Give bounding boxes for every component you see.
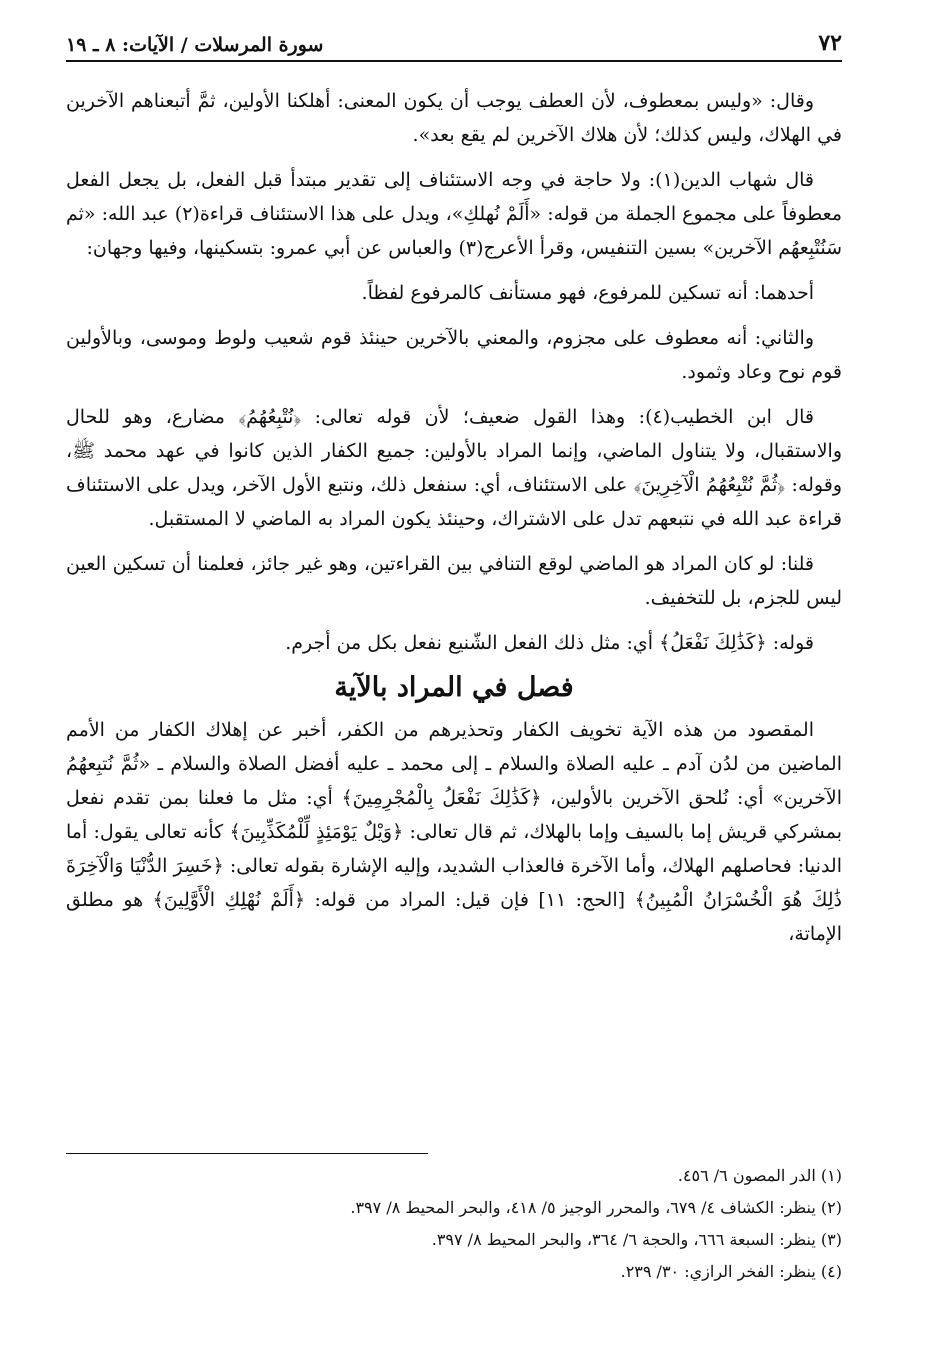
footnotes: [66, 1160, 842, 1288]
paragraph: والثاني: أنه معطوف على مجزوم، والمعني بالآخرين حينئذ قوم شعيب ولوط وموسى، وبالأولين قوم نوح وعاد وثمود.: [66, 327, 842, 383]
paragraph: أحدهما: أنه تسكين للمرفوع، فهو مستأنف كالمرفوع لفظاً.: [361, 282, 814, 304]
paragraph: قال ابن الخطيب(٤): وهذا القول ضعيف؛ لأن قوله تعالى: ﴿نُتْبِعُهُمُ﴾ مضارع، وهو للحال والاستقبال، ولا يتناول الماضي، وإنما المراد بالأولين: جميع الكفار الذين كانوا في عهد محمد ﷺ، وقوله: ﴿ثُمَّ نُتْبِعُهُمُ الْآخِرِينَ﴾ على الاستئناف، أي: سنفعل ذلك، ونتبع الأول الآخر، ويدل على الاستئناف قراءة عبد الله في نتبعهم تدل على الاشتراك، وحينئذ يكون المراد به الماضي لا المستقبل.: [66, 406, 842, 530]
paragraph: المقصود من هذه الآية تخويف الكفار وتحذيرهم من الكفر، أخبر عن إهلاك الكفار من الأمم الماضين من لدُن آدم ـ عليه الصلاة والسلام ـ إلى محمد ـ عليه أفضل الصلاة والسلام ـ «ثُمَّ نُتبِعهُمُ الآخرين» أي: نُلحق الآخرين بالأولين، ﴿كَذَٰلِكَ نَفْعَلُ بِالْمُجْرِمِينَ﴾ أي: مثل ما فعلنا بمن تقدم نفعل بمشركي قريش إما بالسيف وإما بالهلاك، ثم قال تعالى: ﴿وَيْلٌ يَوْمَئِذٍ لِّلْمُكَذِّبِينَ﴾ كأنه تعالى يقول: أما الدنيا: فحاصلهم الهلاك، وأما الآخرة فالعذاب الشديد، وإليه الإشارة بقوله تعالى: ﴿خَسِرَ الدُّنْيَا وَالْآخِرَةَ ذَٰلِكَ هُوَ الْخُسْرَانُ الْمُبِينُ﴾ [الحج: ١١] فإن قيل: المراد من قوله: ﴿أَلَمْ نُهْلِكِ الْأَوَّلِينَ﴾ هو مطلق الإماتة،: [66, 719, 842, 945]
running-header: [66, 30, 842, 62]
section-heading: فصل في المراد بالآية: [334, 672, 574, 703]
paragraph: قوله: ﴿كَذَٰلِكَ نَفْعَلُ﴾ أي: مثل ذلك الفعل الشّنيع نفعل بكل من أجرم.: [285, 632, 814, 654]
main-text: [66, 84, 842, 951]
paragraph: قال شهاب الدين(١): ولا حاجة في وجه الاستئناف إلى تقدير مبتدأ قبل الفعل، بل يجعل الفعل معطوفاً على مجموع الجملة من قوله: «أَلَمْ نُهلكِ»، ويدل على هذا الاستئناف قراءة(٢) عبد الله: «ثم سَنُتْبِعهُم الآخرين» بسين التنفيس، وقرأ الأعرج(٣) والعباس عن أبي عمرو: بتسكينها، وفيها وجهان:: [66, 169, 842, 259]
paragraph: قلنا: لو كان المراد هو الماضي لوقع التنافي بين القراءتين، وهو غير جائز، فعلمنا أن تسكين العين ليس للجزم، بل للتخفيف.: [66, 553, 842, 609]
page: [66, 30, 842, 962]
footnote: (٣) ينظر: السبعة ٦٦٦، والحجة ٦/ ٣٦٤، والبحر المحيط ٨/ ٣٩٧.: [431, 1230, 842, 1249]
footnote: (١) الدر المصون ٦/ ٤٥٦.: [677, 1166, 842, 1185]
footnote-separator: [66, 1153, 428, 1154]
paragraph: وقال: «وليس بمعطوف، لأن العطف يوجب أن يكون المعنى: أهلكنا الأولين، ثمَّ أتبعناهم الآخرين في الهلاك، وليس كذلك؛ لأن هلاك الآخرين لم يقع بعد».: [66, 90, 842, 146]
footnote: (٤) ينظر: الفخر الرازي: ٣٠/ ٢٣٩.: [620, 1262, 842, 1281]
footnote: (٢) ينظر: الكشاف ٤/ ٦٧٩، والمحرر الوجيز ٥/ ٤١٨، والبحر المحيط ٨/ ٣٩٧.: [350, 1198, 842, 1217]
page-number: ٧٢: [818, 30, 842, 56]
sura-title: سورة المرسلات / الآيات: ٨ ـ ١٩: [66, 34, 324, 56]
